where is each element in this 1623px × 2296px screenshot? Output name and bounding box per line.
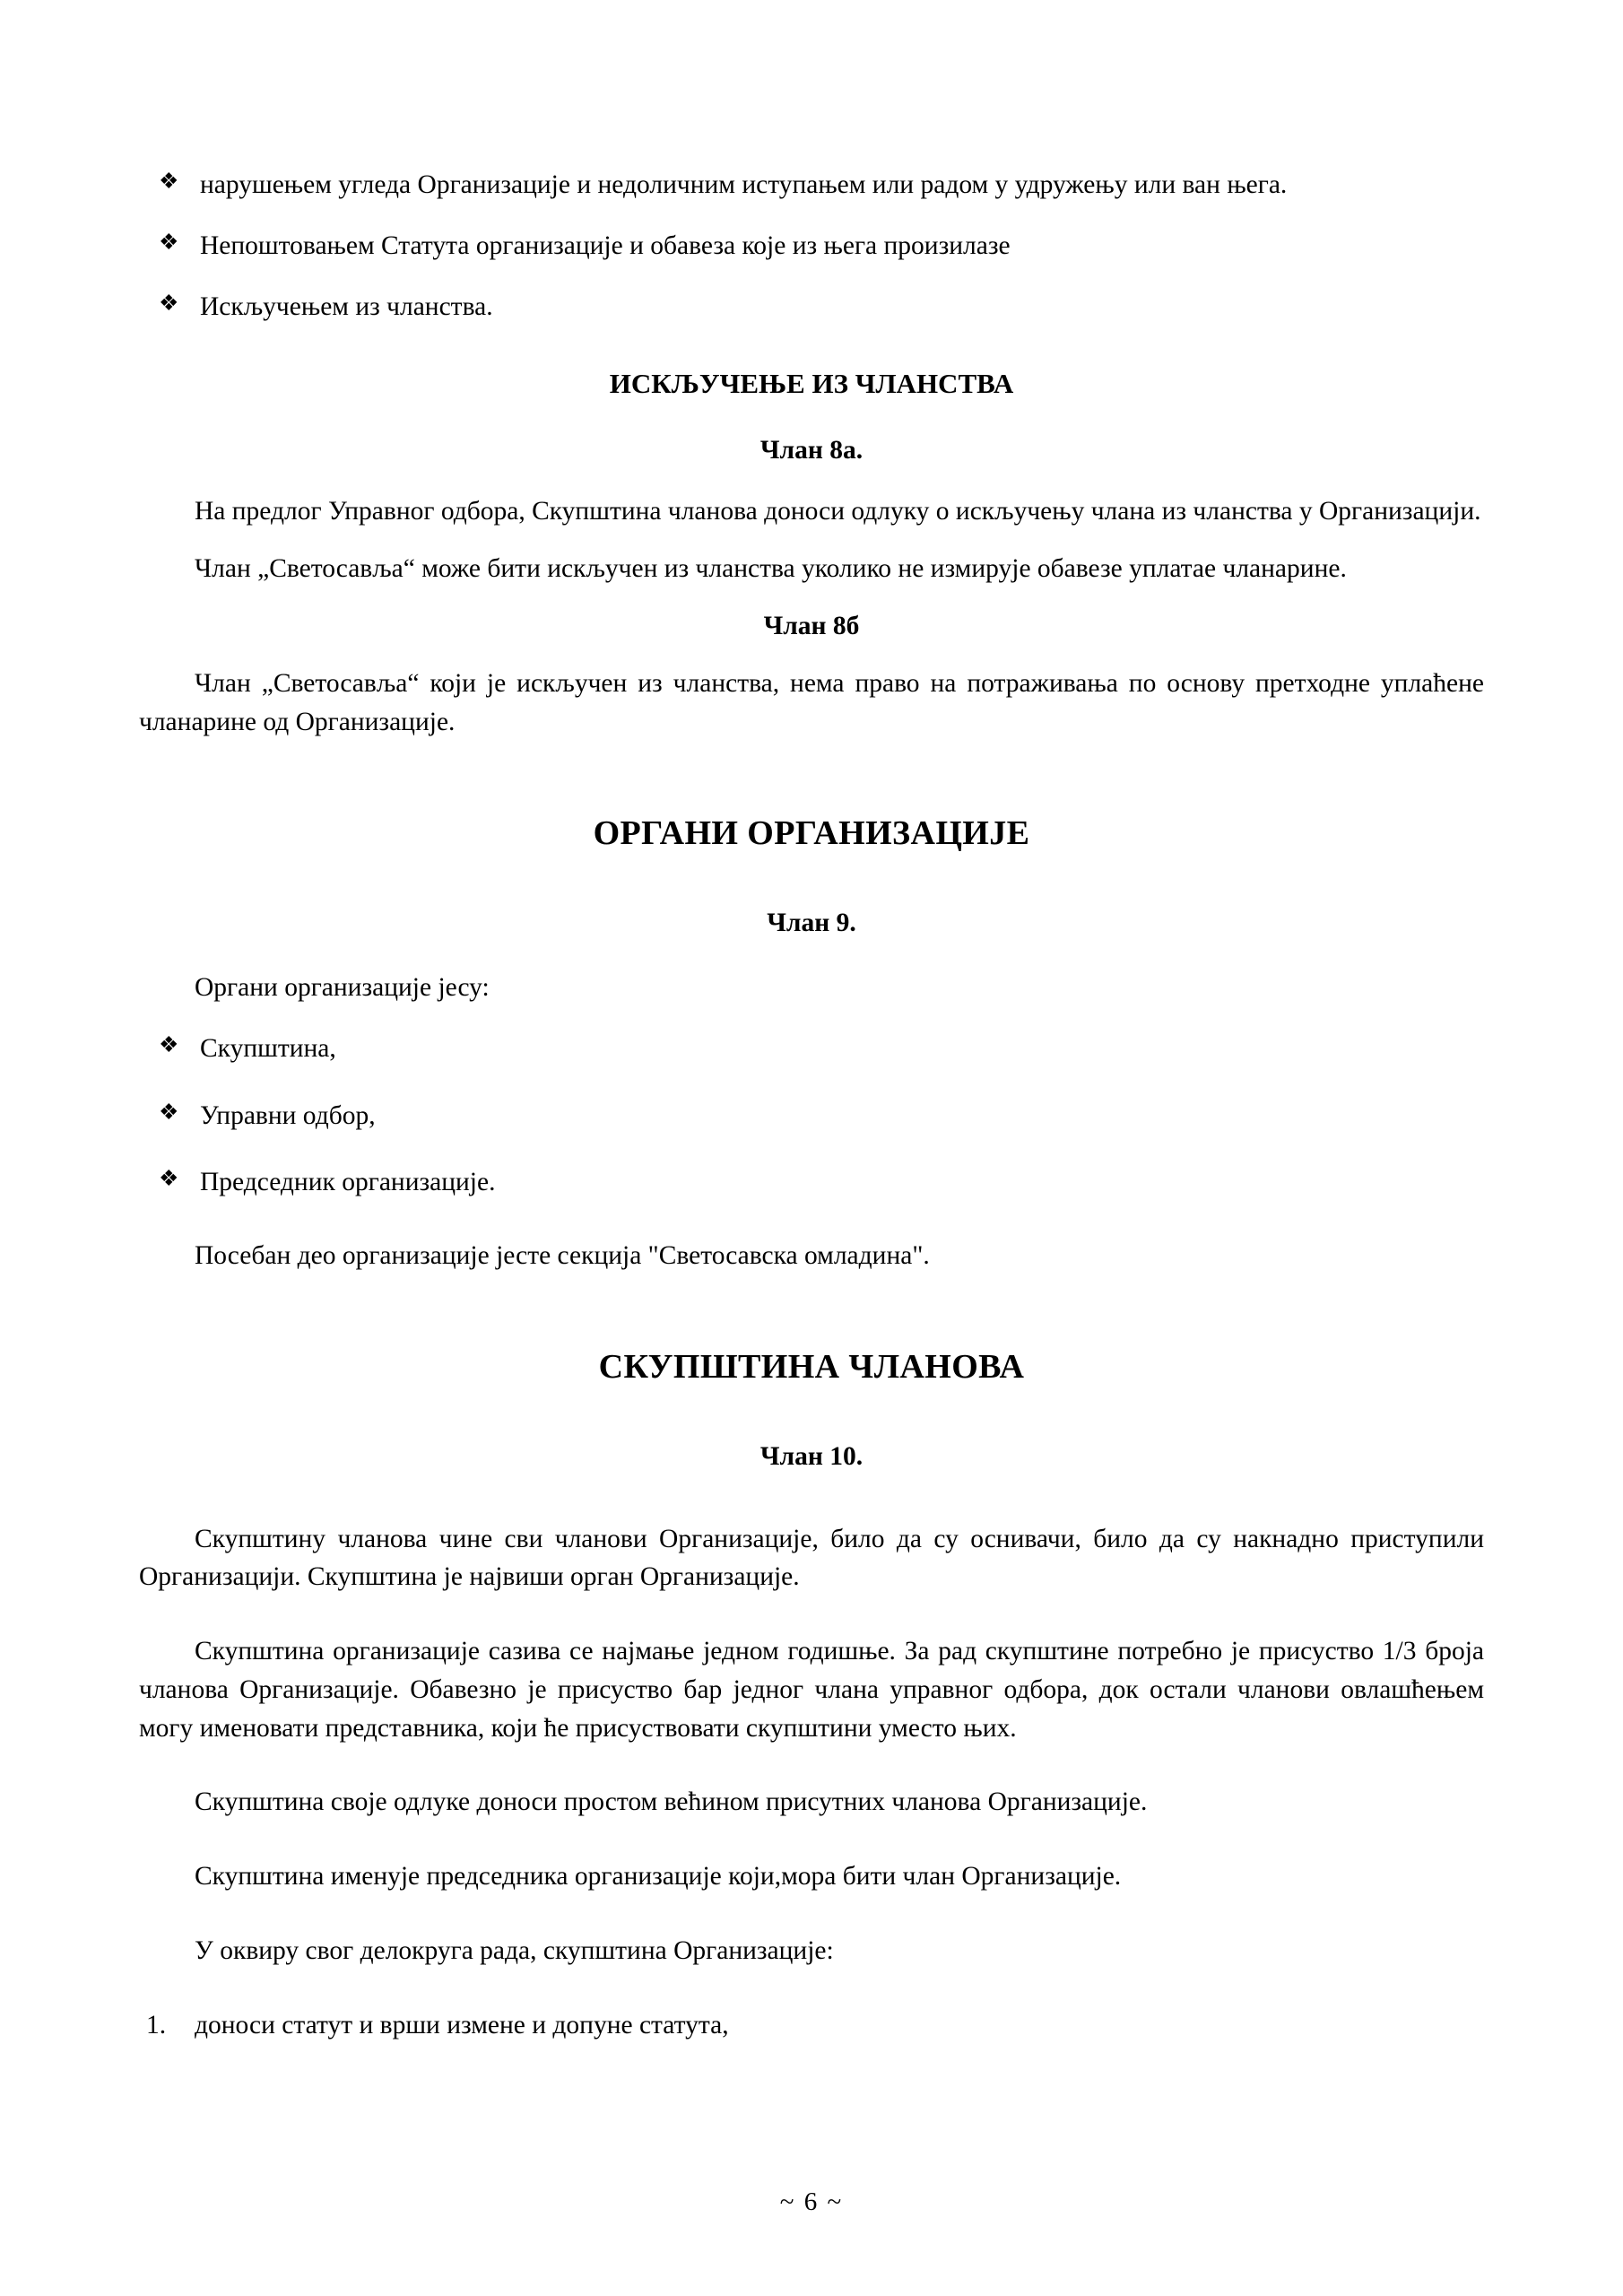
diamond-bullet-icon: ❖ [159, 170, 179, 194]
paragraph: Скупштина именује председника организације који,мора бити члан Организације. [195, 1862, 1122, 1892]
list-item [139, 1030, 1484, 1067]
spacer [139, 938, 1484, 969]
diamond-bullet-icon: ❖ [159, 1100, 179, 1125]
spacer [139, 641, 1484, 665]
list-item-text: Искључењем из чланства. [200, 292, 493, 322]
spacer [139, 853, 1484, 909]
paragraph: На предлог Управног одбора, Скупштина чланова доноси одлуку о искључењу члана из чланства у Организацији. [195, 496, 1481, 526]
spacer [139, 400, 1484, 436]
spacer [139, 1822, 1484, 1857]
paragraph: Скупштина своје одлуке доноси простом већином присутних чланова Организације. [195, 1787, 1148, 1817]
list-item-text: Непоштовањем Статута организације и обавеза које из њега произилазе [200, 231, 1011, 261]
diamond-bullet-icon: ❖ [159, 1166, 179, 1191]
intro-bullet-list [139, 166, 1484, 326]
spacer [139, 1230, 1484, 1237]
spacer [139, 1747, 1484, 1783]
spacer [139, 530, 1484, 550]
spacer [139, 1006, 1484, 1030]
spacer [139, 1896, 1484, 1932]
paragraph: Скупштину чланова чине сви чланови Организације, било да су оснивачи, било да су накнадно приступили Организацији. Скупштина је највиши орган Организације. [139, 1524, 1484, 1592]
paragraph: Члан „Светосавља“ може бити искључен из чланства уколико не измирује обавезе уплатае чланарине. [195, 554, 1347, 584]
page-content [139, 166, 1484, 2044]
list-item [139, 2006, 1484, 2044]
list-item-text: доноси статут и врши измене и допуне статута, [195, 2010, 729, 2039]
list-item-text: Управни одбор, [200, 1100, 376, 1130]
paragraph-closing: Посебан део организације јесте секција "Светосавска омладина". [195, 1240, 930, 1270]
diamond-bullet-icon: ❖ [159, 230, 179, 256]
list-item [139, 1163, 1484, 1201]
paragraph: У оквиру свог делокруга рада, скупштина Организације: [195, 1935, 834, 1965]
section-heading-assembly: СКУПШТИНА ЧЛАНОВА [598, 1347, 1025, 1386]
section-heading-exclusion: ИСКЉУЧЕЊЕ ИЗ ЧЛАНСТВА [609, 367, 1014, 399]
spacer [139, 465, 1484, 492]
list-item-text: Председник организације. [200, 1167, 496, 1196]
diamond-bullet-icon: ❖ [159, 1033, 179, 1058]
spacer [139, 326, 1484, 368]
spacer [139, 742, 1484, 813]
spacer [139, 1472, 1484, 1520]
page-footer: ~ 6 ~ [779, 2187, 844, 2216]
spacer [139, 1970, 1484, 2006]
spacer [139, 588, 1484, 612]
list-item [139, 166, 1484, 204]
paragraph: Скупштина организације сазива се најмање једном годишње. За рад скупштине потребно је присуство 1/3 броја чланова Организације. Обавезно је присуство бар једног члана управног одбора, док остали чланови овлашћењем могу именовати представника, који ће присуствовати скупштини уместо њих. [139, 1637, 1484, 1743]
paragraph-lead: Органи организације јесу: [195, 972, 490, 1002]
list-item [139, 1097, 1484, 1135]
paragraph: Члан „Светосавља“ који је искључен из чланства, нема право на потраживања по основу претходне уплаћене чланарине од Организације. [139, 669, 1484, 736]
list-item [139, 227, 1484, 265]
section-heading-bodies: ОРГАНИ ОРГАНИЗАЦИЈЕ [593, 813, 1030, 852]
list-item [139, 288, 1484, 326]
diamond-bullet-icon: ❖ [159, 291, 179, 317]
list-item-text: нарушењем угледа Организације и недоличним иступањем или радом у удружењу или ван њега. [200, 170, 1288, 199]
bodies-bullet-list [139, 1030, 1484, 1201]
spacer [139, 1596, 1484, 1632]
assembly-numbered-list [139, 2006, 1484, 2044]
article-label-8a: Члан 8а. [759, 435, 864, 465]
list-item-text: Скупштина, [200, 1034, 336, 1064]
list-item-marker: 1. [146, 2010, 167, 2039]
spacer [139, 1387, 1484, 1442]
article-label-10: Члан 10. [759, 1441, 864, 1471]
spacer [139, 1275, 1484, 1347]
article-label-9: Члан 9. [767, 908, 856, 937]
article-label-8b: Члан 8б [763, 612, 860, 641]
